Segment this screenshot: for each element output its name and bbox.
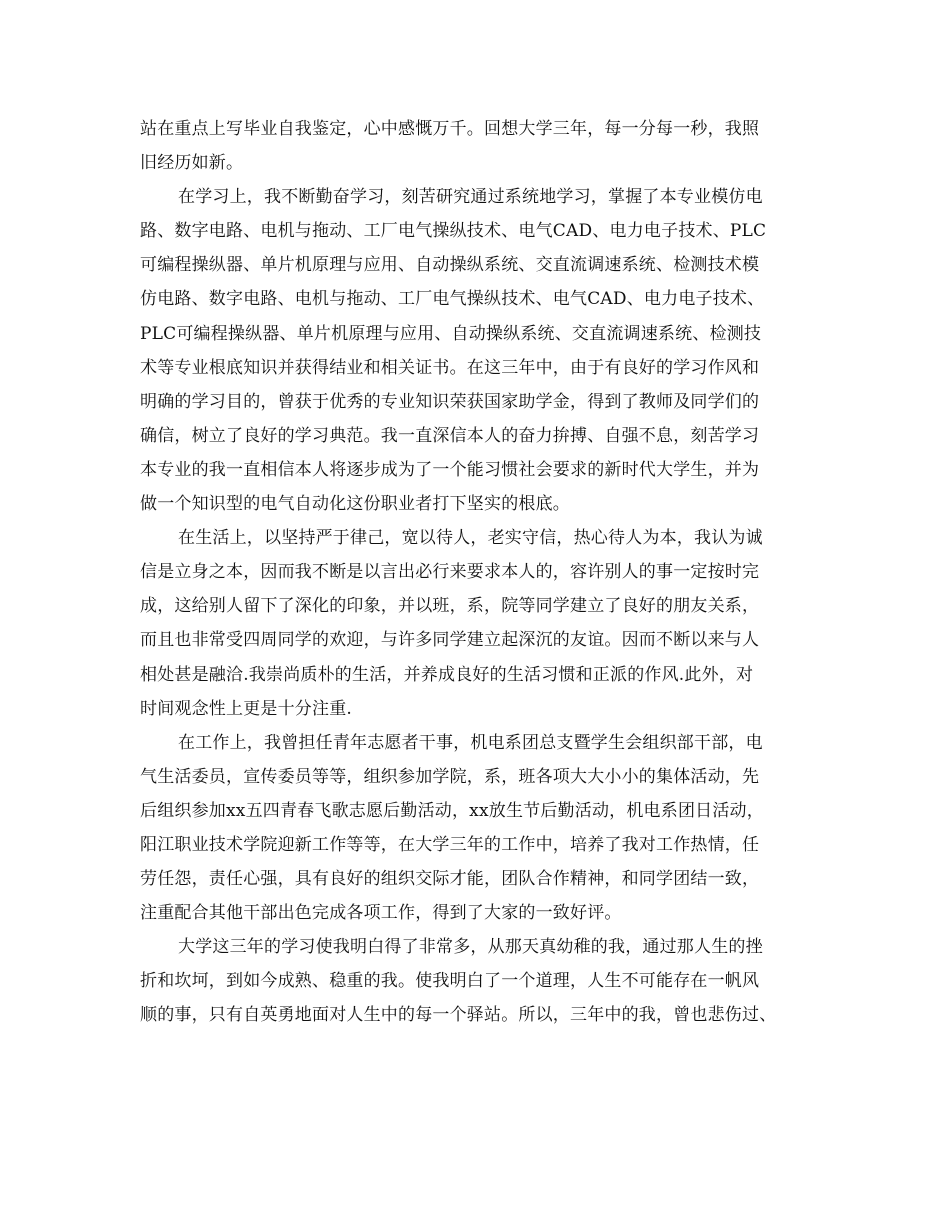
- document-body: [140, 112, 815, 1033]
- text-line: 可编程操纵器、单片机原理与应用、自动操纵系统、交直流调速系统、检测技术模: [140, 255, 760, 276]
- text-line: 旧经历如新。: [140, 153, 244, 174]
- paragraph-first-line: 在学习上，我不断勤奋学习，刻苦研究通过系统地学习，掌握了本专业模仿电: [178, 187, 763, 208]
- text-line: 而且也非常受四周同学的欢迎，与许多同学建立起深沉的友谊。因而不断以来与人: [140, 630, 760, 651]
- text-line: 站在重点上写毕业自我鉴定，心中感慨万千。回想大学三年，每一分每一秒，我照: [140, 119, 760, 139]
- text-line: 路、数字电路、电机与拖动、工厂电气操纵技术、电气CAD、电力电子技术、PLC: [140, 221, 767, 242]
- paragraph-first-line: 大学这三年的学习使我明白得了非常多，从那天真幼稚的我，通过那人生的挫: [178, 937, 763, 958]
- text-line: PLC可编程操纵器、单片机原理与应用、自动操纵系统、交直流调速系统、检测技: [140, 323, 762, 344]
- text-line: 注重配合其他干部出色完成各项工作，得到了大家的一致好评。: [140, 903, 622, 924]
- text-line: 折和坎坷，到如今成熟、稳重的我。使我明白了一个道理，人生不可能存在一帆风: [140, 971, 760, 992]
- paragraph-first-line: 在工作上，我曾担任青年志愿者干事，机电系团总支暨学生会组织部干部，电: [178, 732, 763, 753]
- text-line: 相处甚是融洽.我崇尚质朴的生活，并养成良好的生活习惯和正派的作风.此外，对: [140, 664, 754, 685]
- text-line: 成，这给别人留下了深化的印象，并以班，系，院等同学建立了良好的朋友关系，: [140, 596, 760, 617]
- text-line: 确信，树立了良好的学习典范。我一直深信本人的奋力拚搏、自强不息，刻苦学习: [140, 425, 760, 446]
- text-line: 仿电路、数字电路、电机与拖动、工厂电气操纵技术、电气CAD、电力电子技术、: [140, 289, 765, 310]
- text-line: 气生活委员，宣传委员等等，组织参加学院，系，班各项大大小小的集体活动，先: [140, 766, 760, 787]
- text-line: 本专业的我一直相信本人将逐步成为了一个能习惯社会要求的新时代大学生，并为: [140, 459, 760, 480]
- text-line: 后组织参加xx五四青春飞歌志愿后勤活动，xx放生节后勤活动，机电系团日活动，: [140, 800, 764, 821]
- text-line: 信是立身之本，因而我不断是以言出必行来要求本人的，容许别人的事一定按时完: [140, 562, 760, 583]
- text-line: 时间观念性上更是十分注重.: [140, 698, 353, 719]
- text-line: 明确的学习目的，曾获于优秀的专业知识荣获国家助学金，得到了教师及同学们的: [140, 391, 760, 412]
- text-line: 顺的事，只有自英勇地面对人生中的每一个驿站。所以，三年中的我，曾也悲伤过、: [140, 1005, 777, 1026]
- text-line: 术等专业根底知识并获得结业和相关证书。在这三年中，由于有良好的学习作风和: [140, 357, 760, 378]
- text-line: 做一个知识型的电气自动化这份职业者打下坚实的根底。: [140, 494, 570, 515]
- text-line: 阳江职业技术学院迎新工作等等，在大学三年的工作中，培养了我对工作热情，任: [140, 834, 760, 855]
- paragraph-first-line: 在生活上，以坚持严于律己，宽以待人，老实守信，热心待人为本，我认为诚: [178, 528, 763, 549]
- text-line: 劳任怨，责任心强，具有良好的组织交际才能，团队合作精神，和同学团结一致，: [140, 869, 760, 890]
